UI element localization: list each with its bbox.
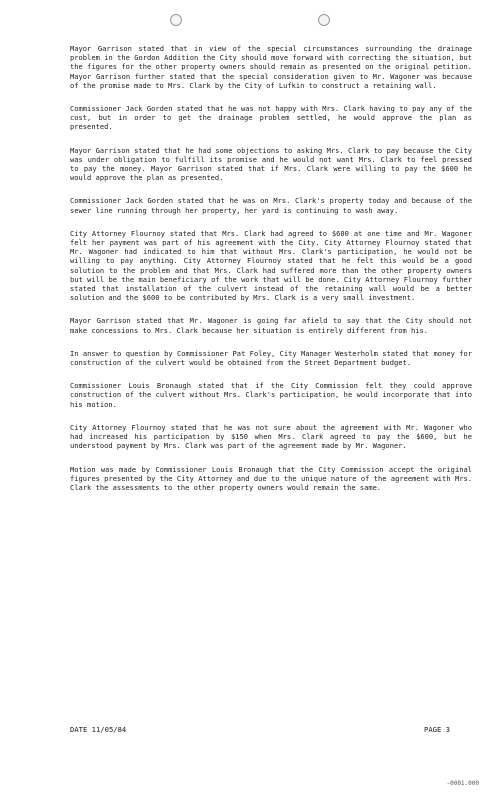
punch-hole-icon	[170, 14, 182, 26]
paragraph: Motion was made by Commissioner Louis Bronaugh that the City Commission accept the original figures presented by the City Attorney and due to the unique nature of the agreement with Mrs. Clark the assessments to the other property owners would remain the same.	[70, 464, 472, 492]
paragraph: City Attorney Flournoy stated that Mrs. Clark had agreed to $600 at one time and Mr. Wagoner felt her payment was part of his agreement with the City. City Attorney Flournoy stated that Mr. Wagoner had indicated to him that without Mrs. Clark's participation, he would not be willing to pay anything. City Attorney Flournoy stated that he felt this would be a good solution to the problem and that Mrs. Clark had suffered more than the other property owners but will be the main beneficiary of the work that will be done. City Attorney Flournoy further stated that installation of the culvert instead of the retaining wall would be a better solution and the $600 to be contributed by Mrs. Clark is a very small investment.	[70, 228, 472, 303]
paragraph: Commissioner Jack Gorden stated that he was not happy with Mrs. Clark having to pay any of the cost, but in order to get the drainage problem settled, he would approve the plan as presented.	[70, 104, 472, 132]
paragraph: Commissioner Louis Bronaugh stated that if the City Commission felt they could approve construction of the culvert without Mrs. Clark's participation, he would incorporate that into his motion.	[70, 381, 472, 409]
paragraph: Mayor Garrison stated that he had some objections to asking Mrs. Clark to pay because the City was under obligation to fulfill its promise and he would not want Mrs. Clark to feel pressed to pay the money. Mayor Garrison stated that if Mrs. Clark were willing to pay the $600 he would approve the plan as presented.	[70, 145, 472, 183]
paragraph: Commissioner Jack Gorden stated that he was on Mrs. Clark's property today and because of the sewer line running through her property, her yard is continuing to wash away.	[70, 196, 472, 215]
paragraph: In answer to question by Commissioner Pat Foley, City Manager Westerholm stated that money for construction of the culvert would be obtained from the Street Department budget.	[70, 348, 472, 368]
page-number: PAGE 3	[424, 725, 450, 734]
paragraph: Mayor Garrison stated that in view of the special circumstances surrounding the drainage problem in the Gordon Addition the City should move forward with correcting the situation, but the figures for the other property owners should remain as presented on the original petition. Mayor Garrison further stated that the special consideration given to Mr. Wagoner was because of the promise made to Mrs. Clark by the City of Lufkin to construct a retaining wall.	[70, 44, 472, 90]
footer-date: DATE 11/05/84	[70, 725, 127, 734]
paragraph: Mayor Garrison stated that Mr. Wagoner is going far afield to say that the City should not make concessions to Mrs. Clark because her situation is entirely different from his.	[70, 316, 472, 335]
paragraph: City Attorney Flournoy stated that he was not sure about the agreement with Mr. Wagoner who had increased his participation by $150 when Mrs. Clark agreed to pay the $600, but he understood payment by Mrs. Clark was part of the agreement made by Mr. Wagoner.	[70, 422, 472, 451]
punch-hole-icon	[318, 14, 330, 26]
scan-mark: -0001.000	[446, 780, 479, 787]
minutes-body	[70, 44, 472, 506]
